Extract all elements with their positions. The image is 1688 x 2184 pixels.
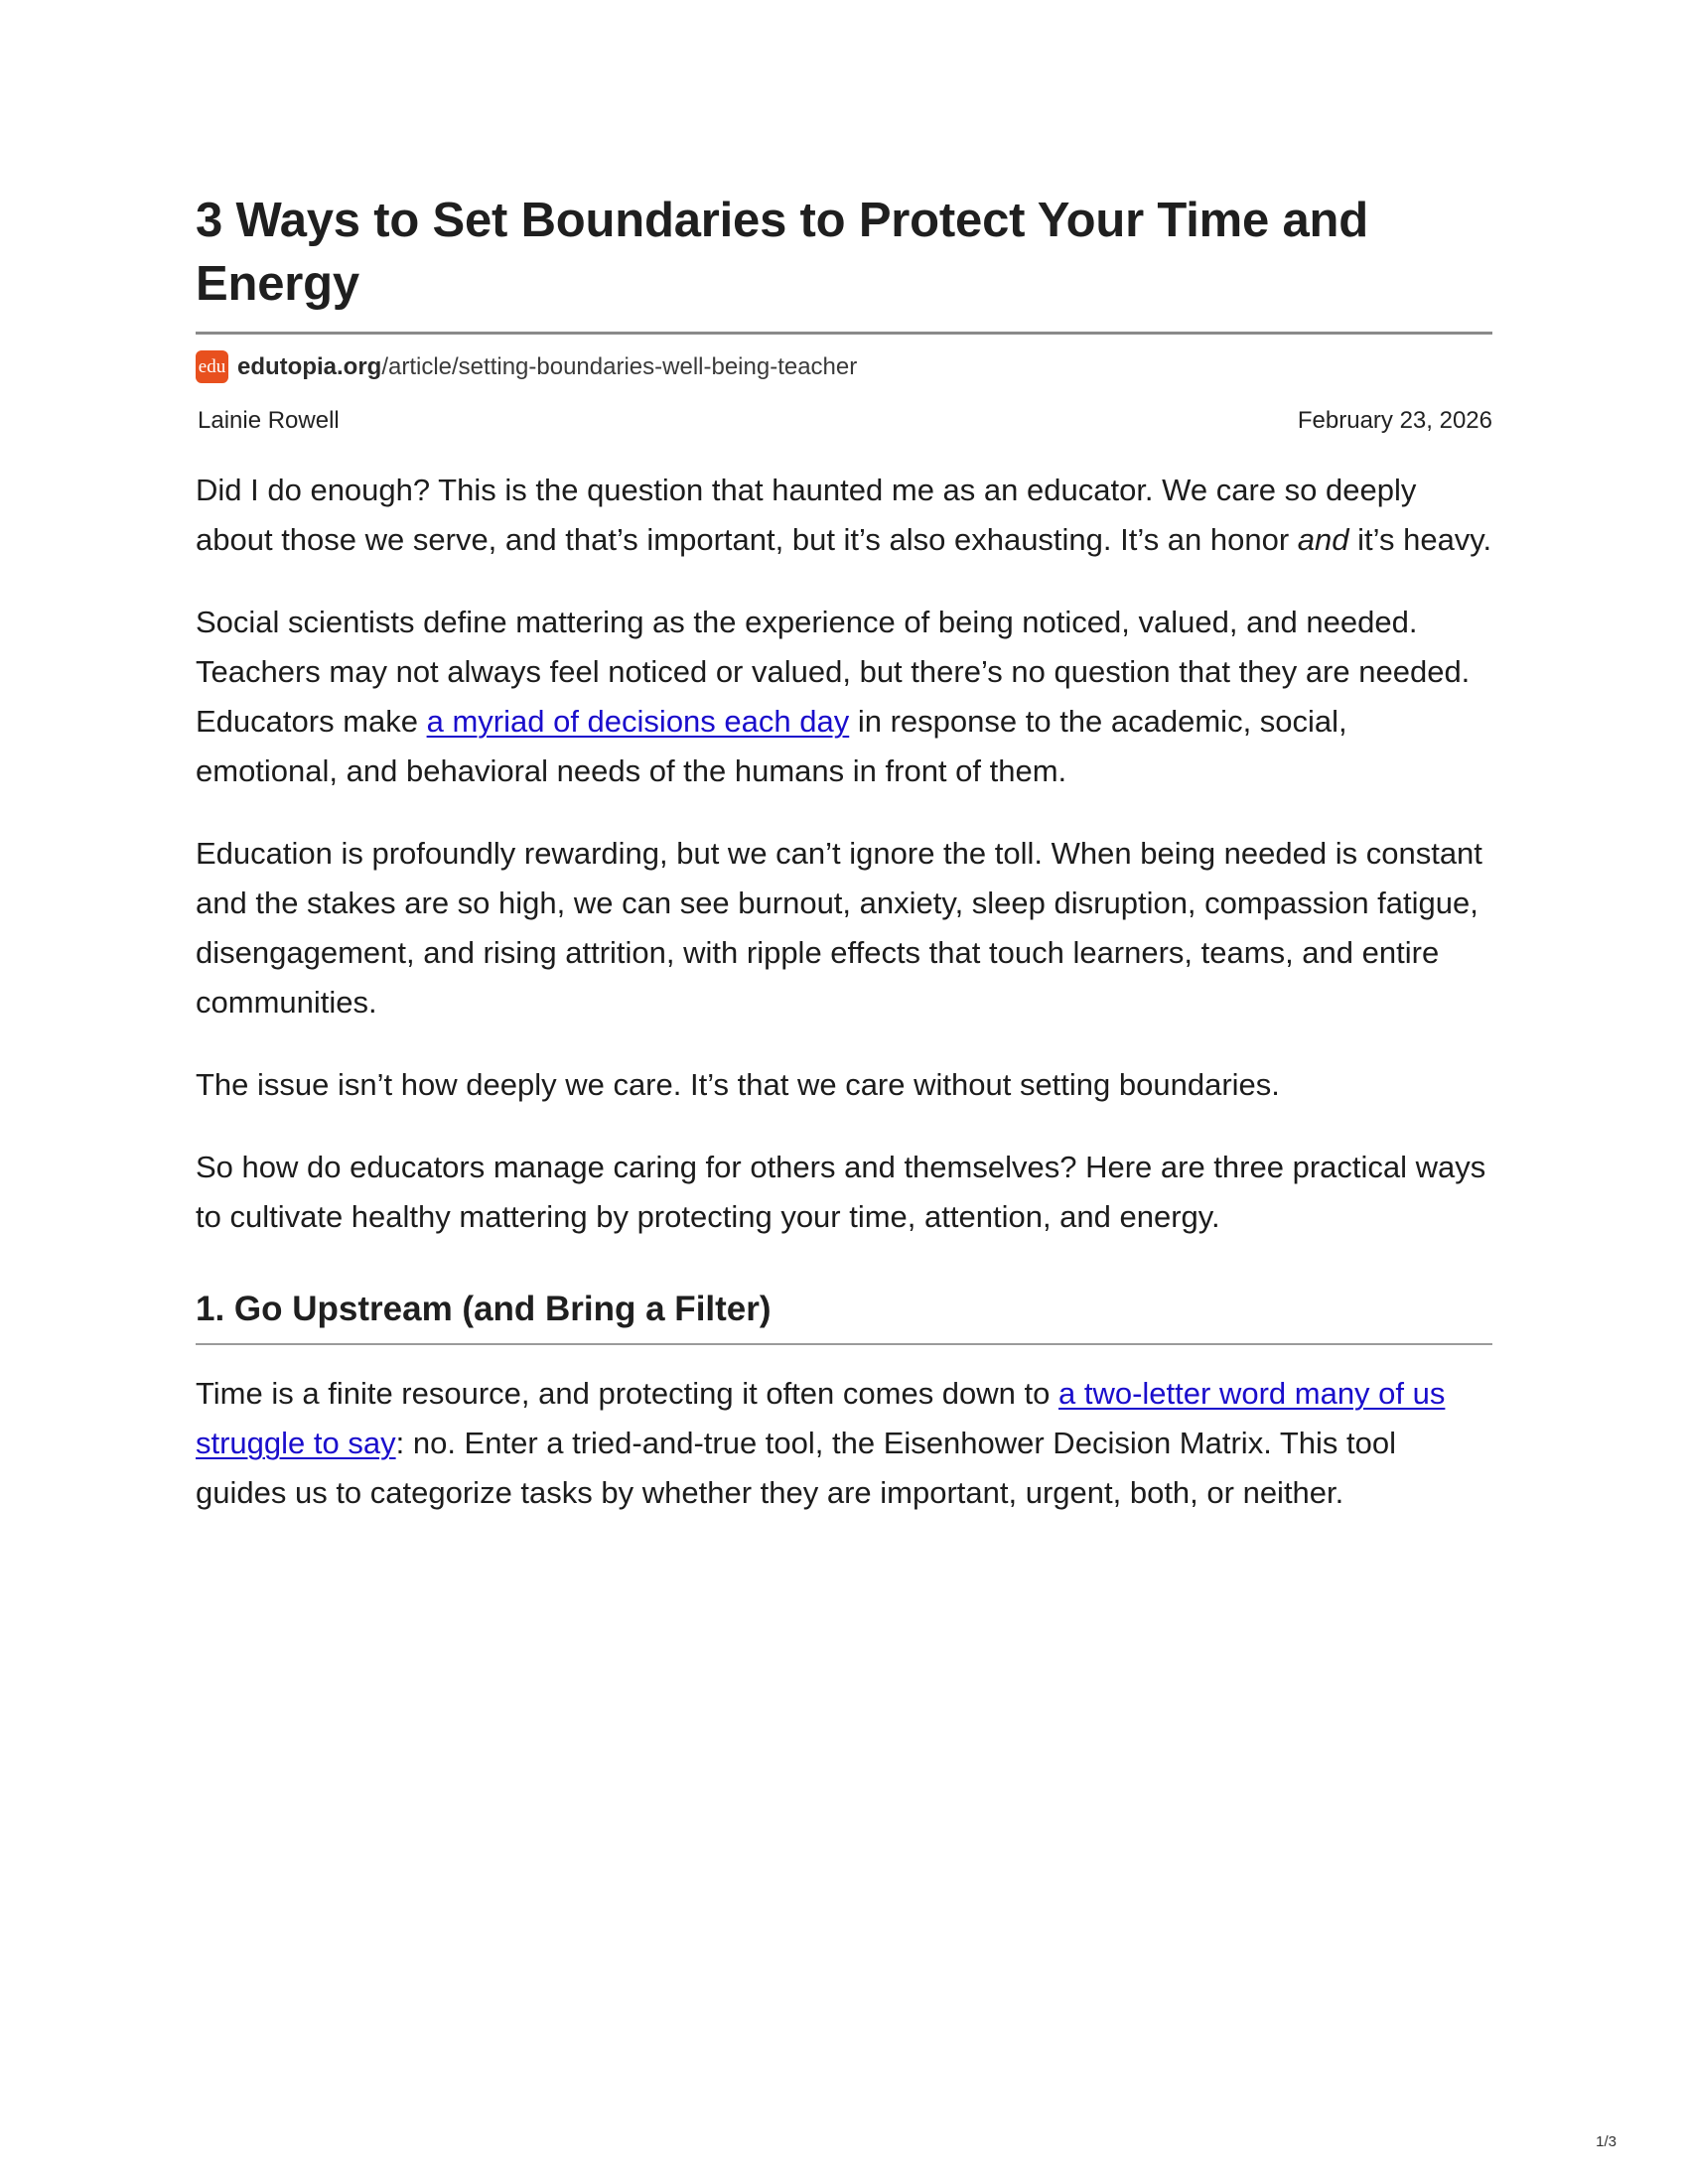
byline — [196, 406, 1492, 436]
section-divider — [196, 1343, 1492, 1345]
paragraph-text: in response to the academic, social, emotional, and behavioral needs of the humans in front of them. — [196, 704, 1347, 788]
paragraph-text: Social scientists define mattering as the experience of being noticed, valued, and needed. Teachers may not always feel noticed or valued, but there’s no question that they are needed. Educators make — [196, 605, 1471, 739]
author-name: Lainie Rowell — [198, 407, 340, 434]
source-line — [196, 350, 1492, 383]
paragraph-text: : no. Enter a tried-and-true tool, the Eisenhower Decision Matrix. This tool guides us to categorize tasks by whether they are important, urgent, both, or neither. — [196, 1426, 1397, 1510]
paragraph: So how do educators manage caring for others and themselves? Here are three practical ways to cultivate healthy mattering by protecting your time, attention, and energy. — [196, 1150, 1486, 1234]
decisions-link[interactable]: a myriad of decisions each day — [426, 704, 850, 739]
paragraph — [196, 1369, 1492, 1518]
paragraph-text: it’s heavy. — [1348, 522, 1492, 557]
title-divider — [196, 332, 1492, 335]
article-body — [196, 466, 1492, 1518]
page-number: 1/3 — [1596, 2133, 1617, 2150]
source-path: /article/setting-boundaries-well-being-teacher — [381, 352, 858, 380]
paragraph-text: Time is a finite resource, and protecting it often comes down to — [196, 1376, 1058, 1411]
source-domain: edutopia.org — [237, 352, 382, 380]
paragraph: The issue isn’t how deeply we care. It’s that we care without setting boundaries. — [196, 1067, 1280, 1102]
paragraph: Education is profoundly rewarding, but we can’t ignore the toll. When being needed is constant and the stakes are so high, we can see burnout, anxiety, sleep disruption, compassion fatigue, disengagement, and rising attrition, with ripple effects that touch learners, teams, and entire communities. — [196, 836, 1482, 1020]
article-title: 3 Ways to Set Boundaries to Protect Your Time and Energy — [196, 194, 1368, 311]
paragraph — [196, 466, 1492, 565]
paragraph-text: Did I do enough? This is the question that haunted me as an educator. We care so deeply about those we serve, and that’s important, but it’s also exhausting. It’s an honor — [196, 473, 1417, 557]
publish-date: February 23, 2026 — [1297, 407, 1492, 434]
emphasis-text: and — [1297, 522, 1349, 557]
edutopia-logo-icon: edu — [196, 350, 228, 383]
two-letter-word-link[interactable]: a two-letter word many of us struggle to say — [196, 1376, 1446, 1460]
section-heading: 1. Go Upstream (and Bring a Filter) — [196, 1290, 772, 1328]
source-url[interactable] — [237, 352, 857, 382]
paragraph — [196, 598, 1492, 796]
article-page — [196, 189, 1492, 1518]
